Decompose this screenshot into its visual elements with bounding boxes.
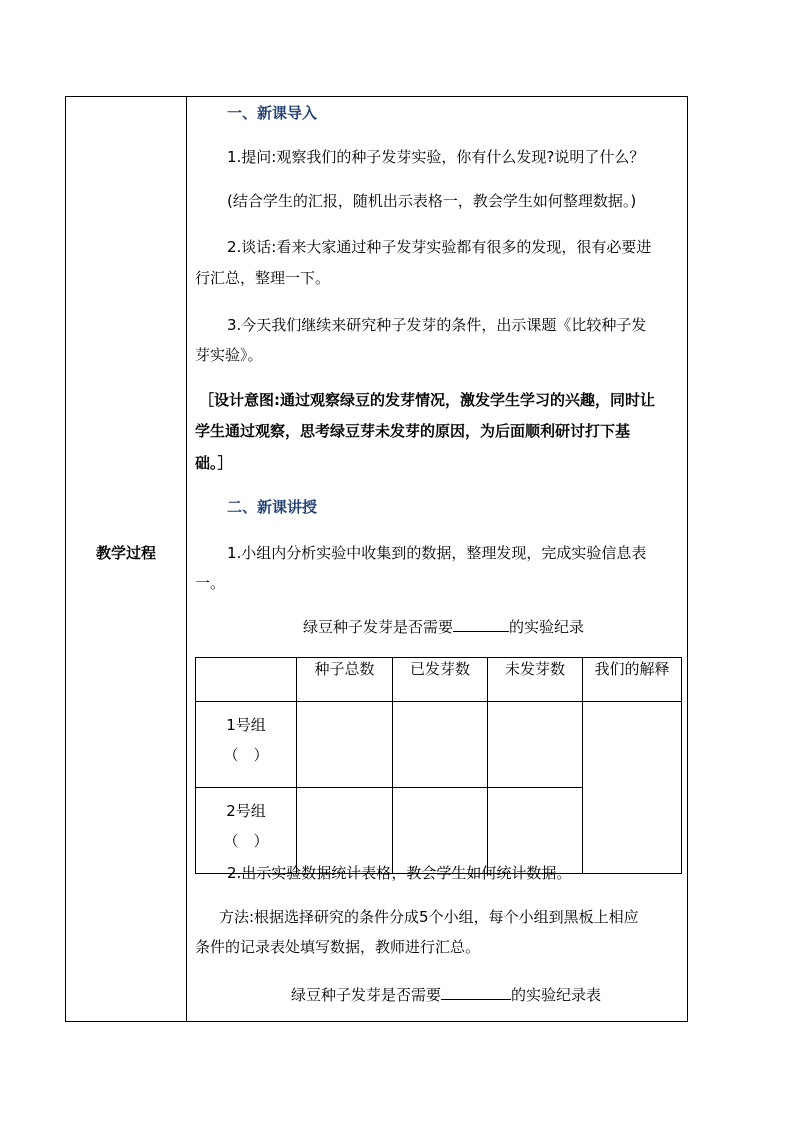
table-cell (488, 788, 583, 874)
group-label-cell (196, 702, 297, 788)
table-cell (393, 702, 488, 788)
section2-p3-line2: 条件的记录表处填写数据，教师进行汇总。 (195, 938, 481, 956)
section2-p1-line1: 1.小组内分析实验中收集到的数据，整理发现，完成实验信息表 (227, 544, 647, 562)
table-header-cell: 种子总数 (297, 658, 393, 702)
section1-p4-line1: 3.今天我们继续来研究种子发芽的条件，出示课题《比较种子发 (227, 316, 647, 334)
record-table (195, 657, 682, 874)
design-intent-line1: ［设计意图:通过观察绿豆的发芽情况，激发学生学习的兴趣，同时让 (199, 391, 656, 409)
content-cell (187, 97, 687, 1021)
left-label: 教学过程 (95, 544, 156, 562)
table-header-row (196, 658, 682, 702)
table-row (196, 702, 682, 788)
explanation-cell (583, 702, 682, 874)
table-header-cell: 我们的解释 (583, 658, 682, 702)
table2-title-pre: 绿豆种子发芽是否需要 (291, 986, 442, 1004)
group-name: 1号组 (226, 716, 266, 734)
design-intent-line2: 学生通过观察，思考绿豆芽未发芽的原因，为后面顺利研讨打下基 (195, 422, 631, 440)
group-name: 2号组 (226, 802, 266, 820)
table1-title-pre: 绿豆种子发芽是否需要 (303, 618, 454, 636)
table-cell (297, 702, 393, 788)
table-header-cell: 未发芽数 (488, 658, 583, 702)
table-header-cell: 已发芽数 (393, 658, 488, 702)
section2-p1-line2: 一。 (195, 574, 226, 592)
table1-title-post: 的实验纪录 (509, 618, 585, 636)
section1-p3-line1: 2.谈话:看来大家通过种子发芽实验都有很多的发现，很有必要进 (227, 238, 652, 256)
section2-p3-line1: 方法:根据选择研究的条件分成5个小组，每个小组到黑板上相应 (219, 908, 639, 926)
section1-p2: (结合学生的汇报，随机出示表格一，教会学生如何整理数据。) (227, 192, 637, 210)
section1-title: 一、新课导入 (227, 104, 318, 122)
table-cell (393, 788, 488, 874)
group-paren: （ ） (223, 746, 269, 764)
group-paren: （ ） (223, 832, 269, 850)
group-label-cell (196, 788, 297, 874)
lesson-plan-table (65, 96, 688, 1022)
table1-title-blank (453, 617, 509, 632)
section1-p1: 1.提问:观察我们的种子发芽实验，你有什么发现?说明了什么？ (227, 148, 645, 166)
table2-title (291, 985, 601, 1005)
table2-title-post: 的实验纪录表 (511, 986, 602, 1004)
table-cell (297, 788, 393, 874)
section2-title: 二、新课讲授 (227, 498, 318, 516)
table1-title (303, 617, 584, 637)
section1-p4-line2: 芽实验》。 (195, 346, 263, 364)
section1-p3-line2: 行汇总，整理一下。 (195, 269, 331, 287)
design-intent-line3: 础。］ (195, 454, 233, 472)
section2-p2: 2.出示实验数据统计表格，教会学生如何统计数据。 (227, 864, 572, 882)
table-header-cell (196, 658, 297, 702)
table2-title-blank (441, 985, 511, 1000)
table-cell (488, 702, 583, 788)
